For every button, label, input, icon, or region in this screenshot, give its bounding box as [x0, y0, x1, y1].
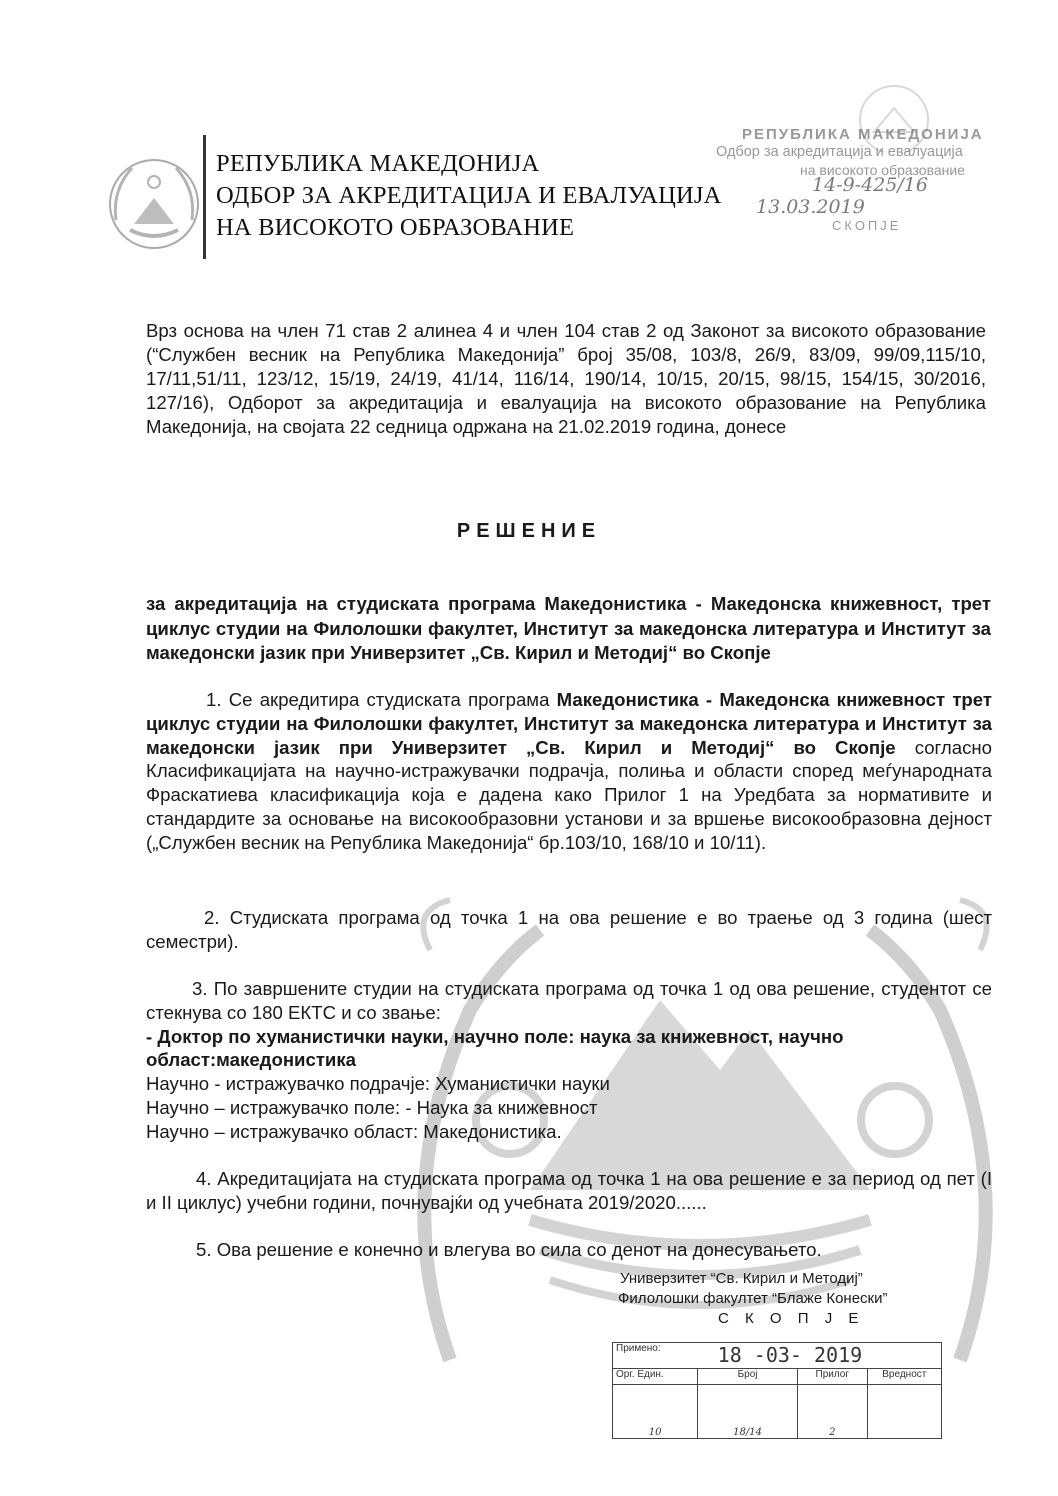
receipt-stamp-line-2: Филолошки факултет “Блаже Конески”	[618, 1290, 888, 1307]
item-3-research-subfield: Научно – истражувачко област: Македонистика.	[146, 1120, 562, 1142]
receipt-stamp-table	[612, 1342, 942, 1439]
decision-item-5	[146, 1238, 992, 1262]
val-org-unit: 10	[613, 1385, 698, 1439]
item-2-number: 2.	[204, 907, 220, 928]
header-line-1: РЕПУБЛИКА МАКЕДОНИЈА	[216, 150, 540, 177]
col-attachment: Прилог	[797, 1369, 867, 1385]
header-divider	[203, 135, 206, 259]
col-value: Вредност	[867, 1369, 941, 1385]
val-value	[867, 1385, 941, 1439]
item-4-text: Акредитацијата на студиската програма од точка 1 на ова решение е за период од пет (I и II циклус) учебни години, почнувајќи од учебната 2019/2020......	[146, 1168, 993, 1213]
decision-item-4	[146, 1167, 992, 1215]
received-label: Примено:	[613, 1343, 698, 1369]
item-5-text: Ова решение е конечно и влегува во сила со денот на донесувањето.	[216, 1239, 822, 1260]
item-2-text: Студиската програма од точка 1 на ова решение е во траење од 3 година (шест семестри).	[146, 907, 992, 952]
item-3-degree-title: - Доктор по хуманистички науки, научно поле: наука за книжевност, научно област:македонистика	[146, 1025, 844, 1071]
receipt-stamp-line-3: С К О П Ј Е	[718, 1310, 865, 1327]
institution-header	[216, 148, 722, 244]
item-1-bold: Македонистика - Македонска книжевност трет циклус студии на Филолошки факултет, Институт за македонска литература и Институт за македонски јазик при Универзитет „Св. Кирил и Методиј“ во Скопје	[146, 689, 992, 758]
val-attachment: 2	[797, 1385, 867, 1439]
reg-stamp-date: 13.03.2019	[756, 196, 865, 218]
received-date: 18 -03- 2019	[698, 1343, 942, 1369]
registration-stamp	[716, 118, 1016, 238]
watermark-seal-icon	[390, 890, 1020, 1410]
header-line-2: ОДБОР ЗА АКРЕДИТАЦИЈА И ЕВАЛУАЦИЈА	[216, 182, 722, 209]
decision-title: РЕШЕНИЕ	[456, 520, 602, 542]
item-3-number: 3.	[192, 978, 208, 999]
val-number: 18/14	[698, 1385, 798, 1439]
item-3-text: По завршените студии на студиската програма од точка 1 од ова решение, студентот се стекнува со 180 ЕКТС и со звање:	[146, 978, 992, 1023]
reg-stamp-number: 14-9-425/16	[812, 174, 928, 196]
legal-basis-paragraph: Врз основа на член 71 став 2 алинеа 4 и член 104 став 2 од Законот за високото образование (“Службен весник на Република Македонија” број 35/08, 103/8, 26/9, 83/09, 99/09,115/10, 17/11,51/11, 123/12, 15/19, 24/19, 41/14, 116/14, 190/14, 10/15, 20/15, 98/15, 154/15, 30/2016, 127/16), Одборот за акредитација и евалуација на високото образование на Република Македонија, на својата 22 седница одржана на 21.02.2019 година, донесе	[146, 320, 986, 437]
col-number: Број	[698, 1369, 798, 1385]
header-line-3: НА ВИСОКОТО ОБРАЗОВАНИЕ	[216, 214, 575, 241]
coat-of-arms-icon	[104, 150, 204, 258]
reg-stamp-line-1: РЕПУБЛИКА МАКЕДОНИЈА	[742, 126, 984, 143]
item-3-research-area: Научно - истражувачко подрачје: Хуманистички науки	[146, 1073, 610, 1095]
item-3-research-field: Научно – истражувачко поле: - Наука за книжевност	[146, 1096, 598, 1118]
item-1-number: 1.	[206, 689, 222, 710]
reg-stamp-line-3: на високото образование	[800, 162, 965, 178]
item-5-number: 5.	[196, 1239, 212, 1260]
col-org-unit: Орг. Един.	[613, 1369, 698, 1385]
receipt-stamp-line-1: Универзитет “Св. Кирил и Методиј”	[620, 1270, 863, 1287]
item-1-pre: Се акредитира студиската програма	[228, 689, 550, 710]
item-1-post: согласно Класификацијата на научно-истражувачки подрачја, полиња и области според меѓународната Фраскатиева класификација која е дадена како Прилог 1 на Уредбата за нормативите и стандардите за основање на високообразовни установи и за вршење високообразовна дејност („Службен весник на Република Македонија“ бр.103/10, 168/10 и 10/11).	[146, 736, 993, 853]
decision-subject: за акредитација на студиската програма Македонистика - Македонска книжевност, трет циклус студии на Филолошки факултет, Институт за македонска литература и Институт за македонски јазик при Универзитет „Св. Кирил и Методиј“ во Скопје	[146, 593, 991, 663]
reg-stamp-city: СКОПЈЕ	[832, 218, 902, 233]
reg-stamp-line-2: Одбор за акредитација и евалуација	[716, 144, 963, 160]
decision-item-3	[146, 977, 992, 1144]
decision-item-1	[146, 688, 992, 855]
decision-item-2	[146, 906, 992, 954]
item-4-number: 4.	[196, 1168, 212, 1189]
